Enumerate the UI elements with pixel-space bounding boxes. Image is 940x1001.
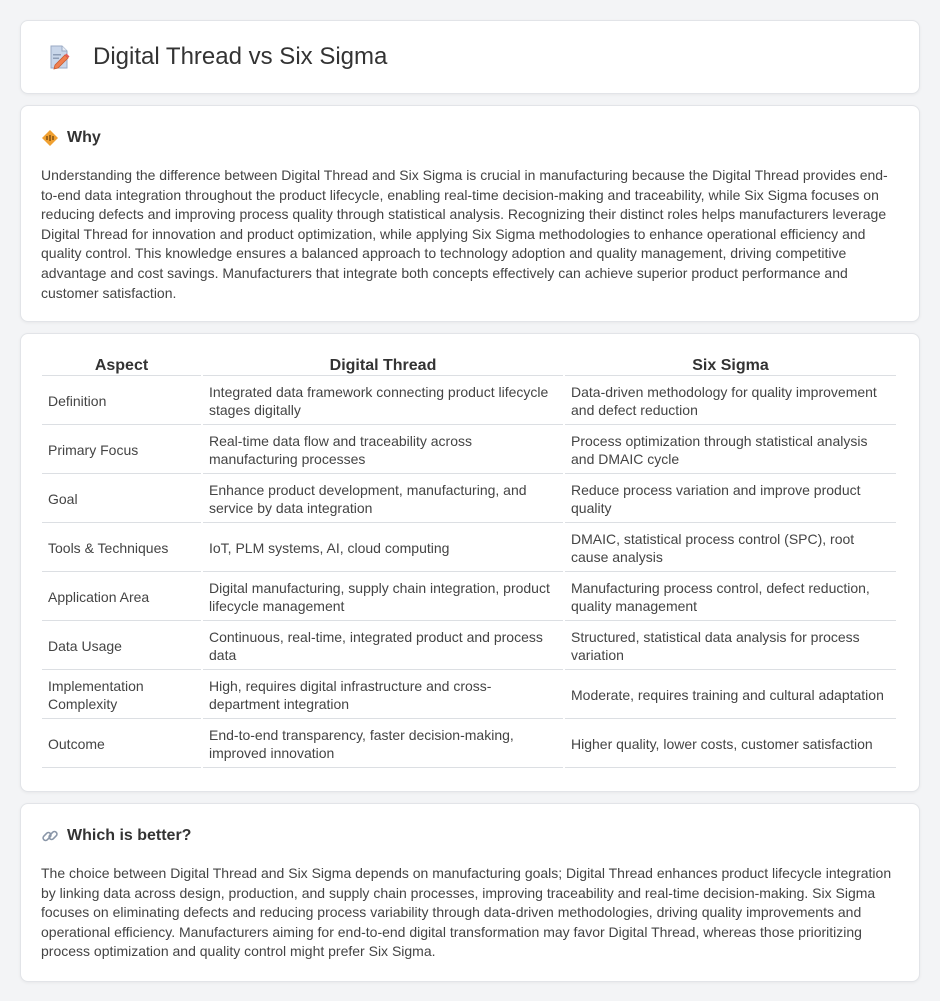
link-icon xyxy=(41,827,59,845)
header-digital-thread: Digital Thread xyxy=(203,354,563,376)
cell-six-sigma: Structured, statistical data analysis for process variation xyxy=(565,623,896,670)
table-row xyxy=(42,672,896,719)
cell-digital-thread: Continuous, real-time, integrated product and process data xyxy=(203,623,563,670)
cell-aspect: Goal xyxy=(42,476,201,523)
cell-digital-thread: High, requires digital infrastructure and cross-department integration xyxy=(203,672,563,719)
which-better-section xyxy=(20,803,920,982)
why-text: Understanding the difference between Digital Thread and Six Sigma is crucial in manufacturing because the Digital Thread provides end-to-end data integration throughout the product lifecycle, enabling real-time decision-making and traceability, while Six Sigma focuses on reducing defects and improving process quality through statistical analysis. Recognizing their distinct roles helps manufacturers leverage Digital Thread for innovation and product optimization, while applying Six Sigma methodologies to enhance operational efficiency and quality control. This knowledge ensures a balanced approach to technology adoption and quality management, driving competitive advantage and cost savings. Manufacturers that integrate both concepts effectively can achieve superior product performance and customer satisfaction. xyxy=(41,167,888,301)
why-heading xyxy=(41,128,899,148)
comparison-table xyxy=(40,352,898,770)
cell-aspect: Tools & Techniques xyxy=(42,525,201,572)
better-heading-label: Which is better? xyxy=(67,827,192,844)
cell-six-sigma: Reduce process variation and improve product quality xyxy=(565,476,896,523)
table-row xyxy=(42,427,896,474)
cell-digital-thread: Real-time data flow and traceability across manufacturing processes xyxy=(203,427,563,474)
header-card xyxy=(20,20,920,94)
cell-aspect: Application Area xyxy=(42,574,201,621)
why-section xyxy=(20,105,920,322)
better-text: The choice between Digital Thread and Six Sigma depends on manufacturing goals; Digital Thread enhances product lifecycle integration by linking data across design, production, and supply chain processes, improving traceability and real-time decision-making. Six Sigma focuses on eliminating defects and reducing process variability through data-driven methodologies, driving quality improvements and operational efficiency. Manufacturers aiming for end-to-end digital transformation may favor Digital Thread, whereas those prioritizing process optimization and quality control might prefer Six Sigma. xyxy=(41,865,892,960)
table-row xyxy=(42,623,896,670)
cell-digital-thread: IoT, PLM systems, AI, cloud computing xyxy=(203,525,563,572)
why-heading-label: Why xyxy=(67,129,101,146)
table-row xyxy=(42,721,896,768)
header-six-sigma: Six Sigma xyxy=(565,354,896,376)
cell-digital-thread: End-to-end transparency, faster decision-making, improved innovation xyxy=(203,721,563,768)
cell-digital-thread: Integrated data framework connecting product lifecycle stages digitally xyxy=(203,378,563,425)
cell-six-sigma: Data-driven methodology for quality improvement and defect reduction xyxy=(565,378,896,425)
table-row xyxy=(42,574,896,621)
table-header-row xyxy=(42,354,896,376)
header-aspect: Aspect xyxy=(42,354,201,376)
cell-aspect: Outcome xyxy=(42,721,201,768)
better-heading xyxy=(41,826,899,846)
table-row xyxy=(42,378,896,425)
comparison-section xyxy=(20,333,920,792)
cell-six-sigma: Manufacturing process control, defect reduction, quality management xyxy=(565,574,896,621)
cell-aspect: Definition xyxy=(42,378,201,425)
page-title: Digital Thread vs Six Sigma xyxy=(93,43,388,70)
cell-digital-thread: Enhance product development, manufacturing, and service by data integration xyxy=(203,476,563,523)
cell-aspect: Implementation Complexity xyxy=(42,672,201,719)
cell-aspect: Data Usage xyxy=(42,623,201,670)
cell-six-sigma: Process optimization through statistical analysis and DMAIC cycle xyxy=(565,427,896,474)
cell-aspect: Primary Focus xyxy=(42,427,201,474)
table-row xyxy=(42,476,896,523)
cell-digital-thread: Digital manufacturing, supply chain integration, product lifecycle management xyxy=(203,574,563,621)
table-row xyxy=(42,525,896,572)
cell-six-sigma: Higher quality, lower costs, customer satisfaction xyxy=(565,721,896,768)
document-pencil-icon xyxy=(45,43,73,71)
cell-six-sigma: Moderate, requires training and cultural adaptation xyxy=(565,672,896,719)
cell-six-sigma: DMAIC, statistical process control (SPC), root cause analysis xyxy=(565,525,896,572)
diamond-icon xyxy=(41,129,59,147)
